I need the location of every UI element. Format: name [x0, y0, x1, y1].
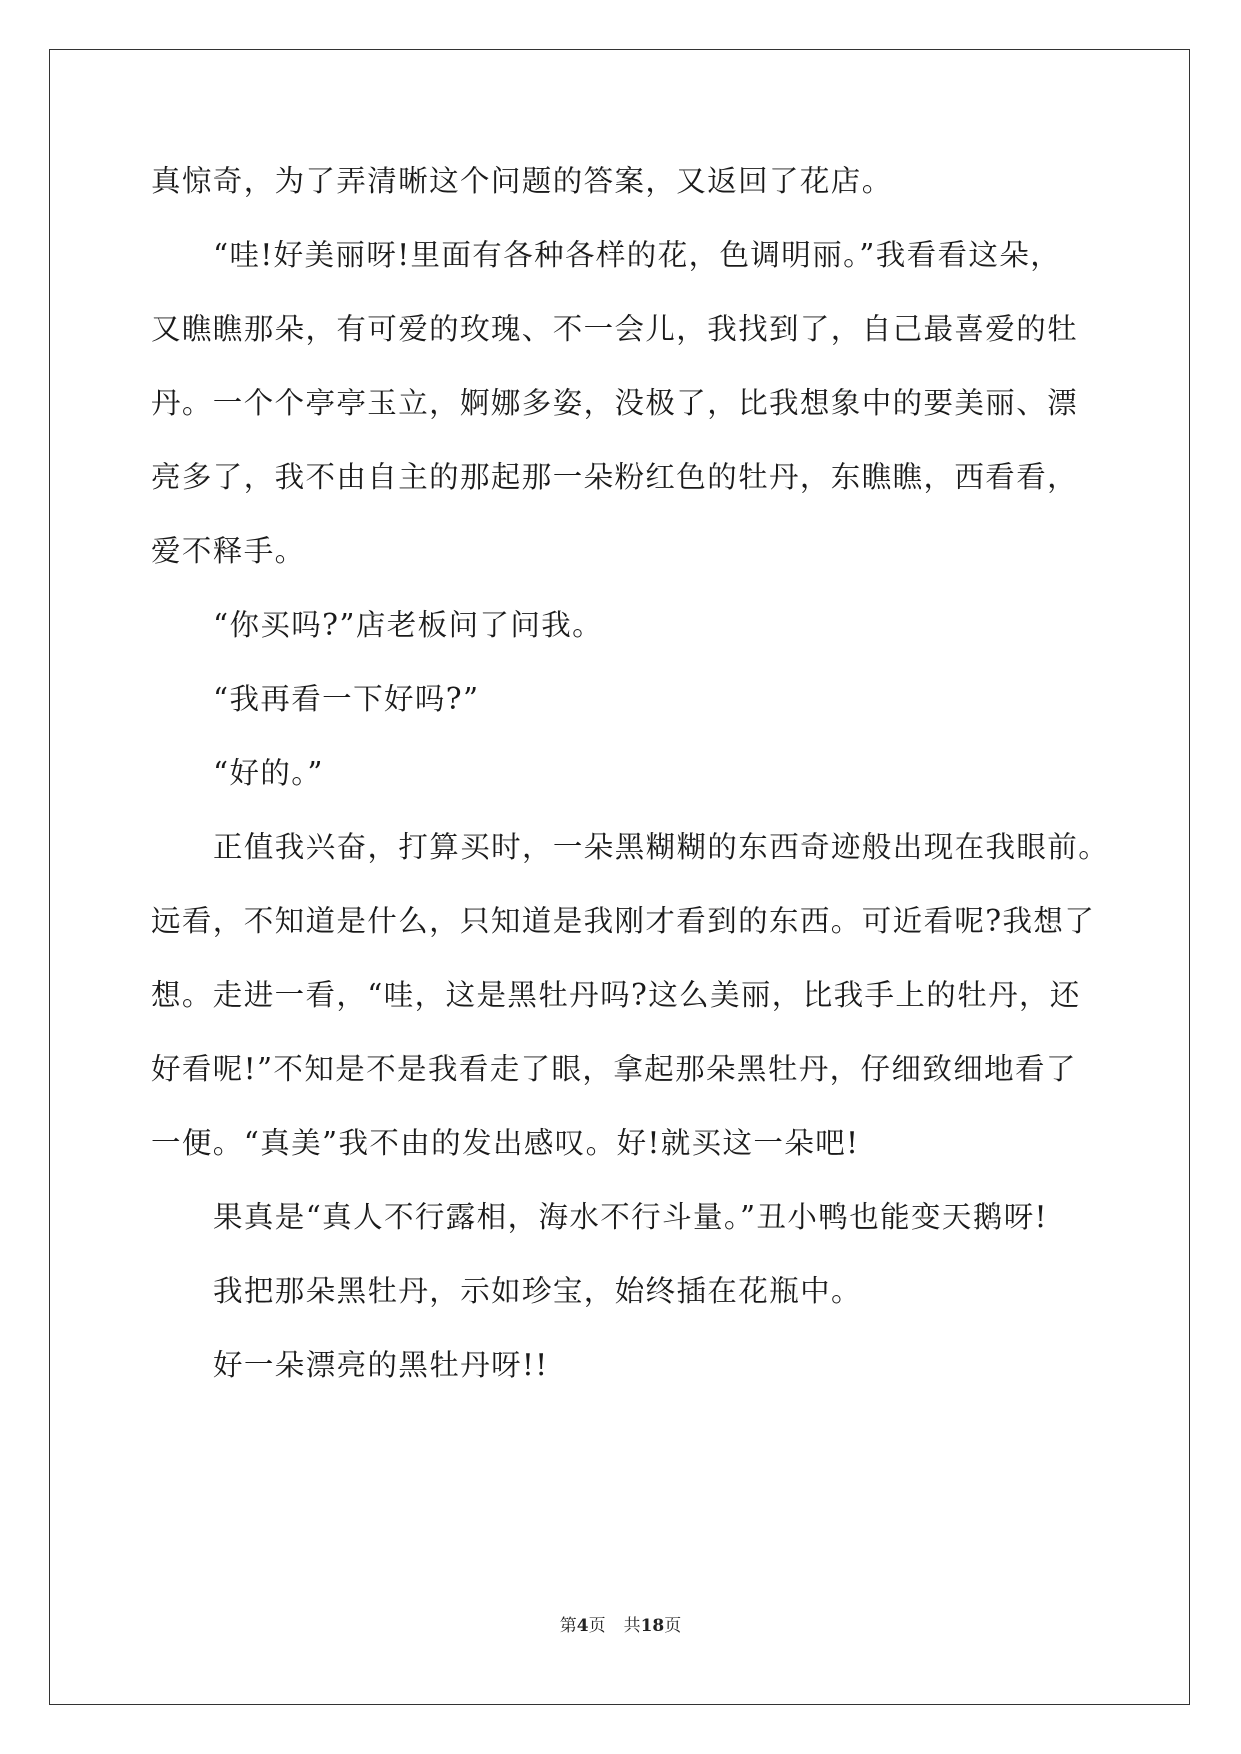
total-suffix: 页: [664, 1616, 682, 1636]
text-line: 爱不释手。: [151, 534, 306, 568]
page-prefix: 第: [559, 1616, 577, 1636]
text-line: 真惊奇，为了弄清晰这个问题的答案，又返回了花店。: [151, 164, 893, 198]
total-pages: 18: [640, 1616, 665, 1636]
text-line: 好看呢!”不知是不是我看走了眼，拿起那朵黑牡丹，仔细致细地看了: [151, 1052, 1077, 1086]
page-number: 4: [576, 1616, 589, 1636]
text-line: 亮多了，我不由自主的那起那一朵粉红色的牡丹，东瞧瞧，西看看，: [151, 460, 1079, 494]
page-footer: [0, 1615, 1241, 1637]
text-line: 一便。“真美”我不由的发出感叹。好!就买这一朵吧!: [151, 1126, 860, 1160]
text-line: 丹。一个个亭亭玉立，婀娜多姿，没极了，比我想象中的要美丽、漂: [151, 386, 1079, 420]
page-border: [49, 49, 1190, 1705]
text-line: 想。走进一看，“哇，这是黑牡丹吗?这么美丽，比我手上的牡丹，还: [151, 978, 1081, 1012]
text-line: 果真是“真人不行露相，海水不行斗量。”丑小鸭也能变天鹅呀!: [213, 1200, 1048, 1234]
page-suffix: 页: [588, 1616, 606, 1636]
text-line: 又瞧瞧那朵，有可爱的玫瑰、不一会儿，我找到了，自己最喜爱的牡: [151, 312, 1079, 346]
text-line: “哇!好美丽呀!里面有各种各样的花，色调明丽。”我看看这朵，: [213, 238, 1062, 272]
text-line: “我再看一下好吗?”: [213, 682, 480, 716]
text-line: 正值我兴奋，打算买时，一朵黑糊糊的东西奇迹般出现在我眼前。: [213, 830, 1110, 864]
text-line: 好一朵漂亮的黑牡丹呀!!: [213, 1348, 549, 1382]
total-prefix: 共: [623, 1616, 641, 1636]
text-line: 我把那朵黑牡丹，示如珍宝，始终插在花瓶中。: [213, 1274, 862, 1308]
text-line: 远看，不知道是什么，只知道是我刚才看到的东西。可近看呢?我想了: [151, 904, 1096, 938]
text-line: “好的。”: [213, 756, 324, 790]
text-line: “你买吗?”店老板问了问我。: [213, 608, 604, 642]
